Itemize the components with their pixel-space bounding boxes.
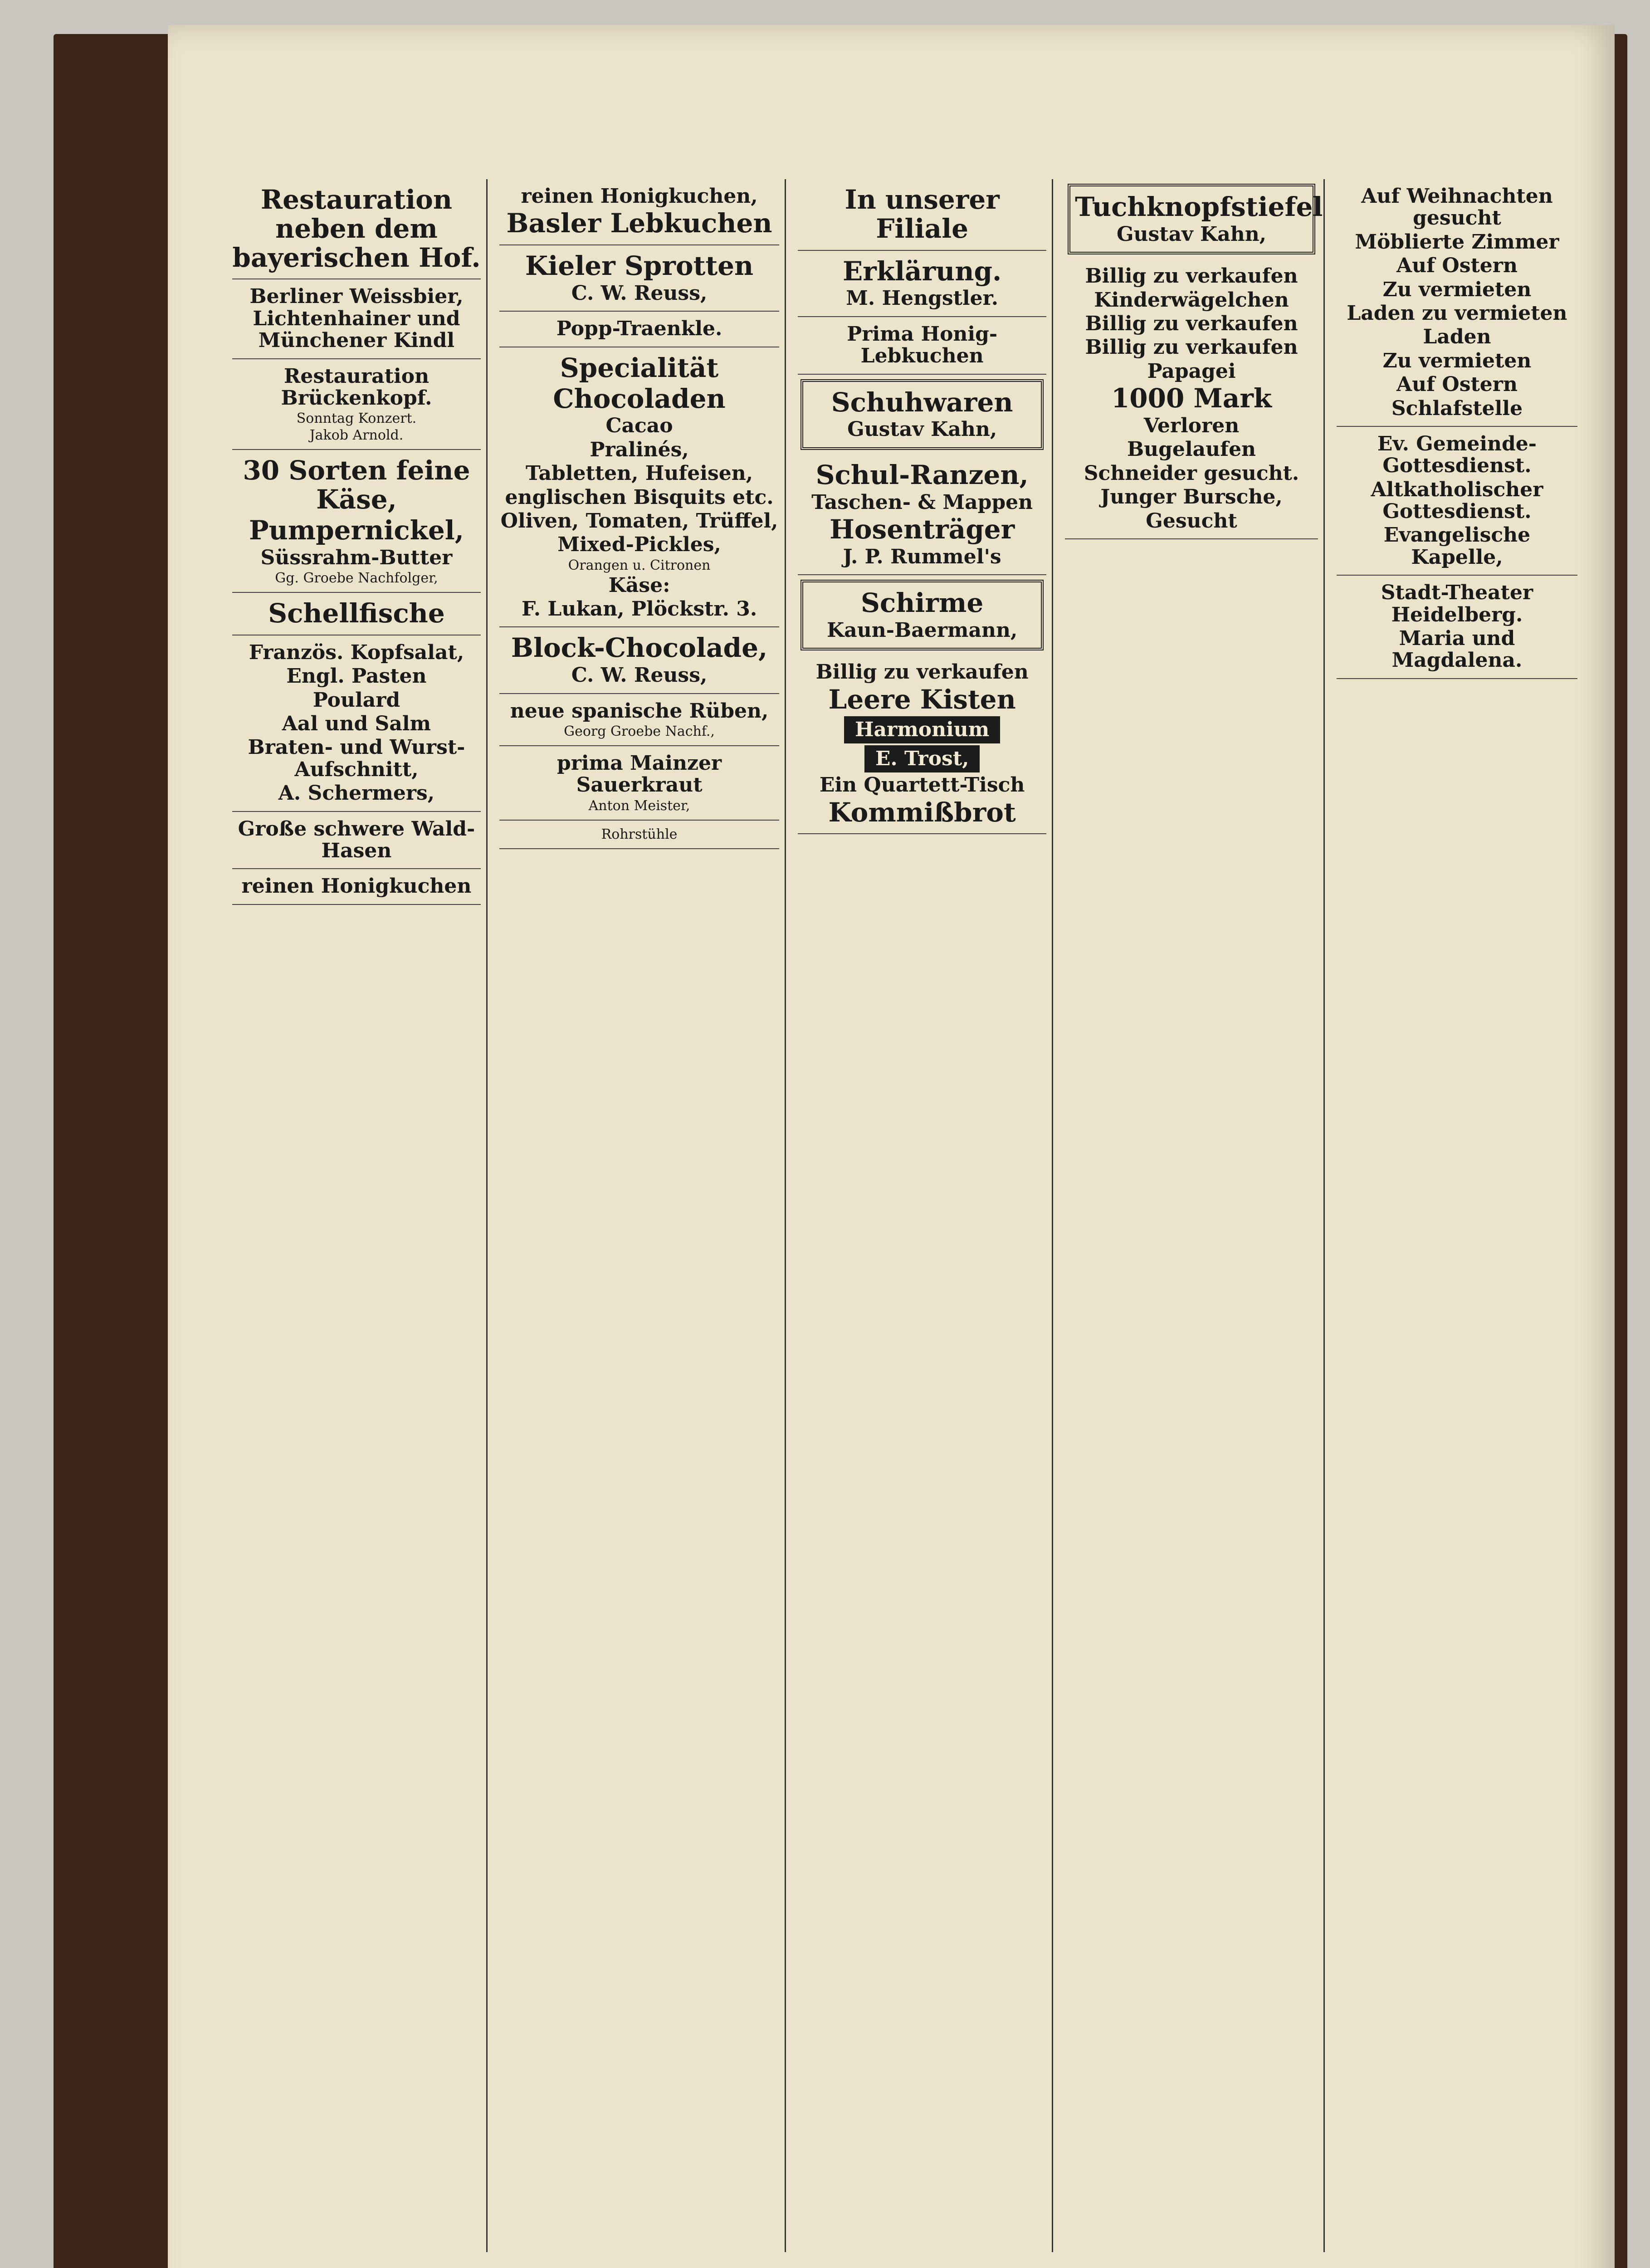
ad-weihnachten: Auf Weihnachten gesucht: [1361, 185, 1553, 230]
ad-ostern-2: Auf Ostern: [1396, 373, 1518, 396]
column-3: [792, 179, 1053, 2252]
ad-reuss-1: C. W. Reuss,: [571, 281, 708, 305]
ad-pickles: Mixed-Pickles,: [557, 533, 721, 557]
ad-theater: Stadt-Theater Heidelberg.: [1381, 581, 1533, 626]
ad-kinderwaegelchen: Kinderwägelchen: [1094, 288, 1289, 312]
ad-poulard: Poulard: [312, 688, 400, 712]
ad-filiale: In unserer Filiale: [845, 184, 1000, 244]
ad-aal-salm: Aal und Salm: [282, 712, 431, 736]
ad-weissbier: Berliner Weissbier, Lichtenhainer und Münchener Kindl: [249, 285, 464, 352]
ad-popp-traenkle: Popp-Traenkle.: [556, 317, 722, 341]
ad-schellfische: Schellfische: [268, 598, 445, 629]
ad-laden-vermieten: Laden zu vermieten: [1347, 301, 1567, 325]
ad-groebe: Gg. Groebe Nachfolger,: [275, 570, 438, 587]
ad-zugelaufen: Bugelaufen: [1127, 438, 1256, 461]
ad-tabletten: Tabletten, Hufeisen,: [526, 462, 753, 485]
ad-sprotten: Kieler Sprotten: [525, 250, 754, 282]
ad-schneider: Schneider gesucht.: [1084, 461, 1299, 485]
ad-cacao: Cacao: [605, 414, 673, 438]
ad-brueckenkopf: Restauration Brückenkopf.: [281, 364, 432, 410]
ad-lukan: F. Lukan, Plöckstr. 3.: [521, 597, 757, 621]
ad-groebe-2: Georg Groebe Nachf.,: [564, 723, 715, 740]
ad-kahn-1: Gustav Kahn,: [847, 418, 997, 441]
ad-kopfsalat: Französ. Kopfsalat,: [249, 640, 464, 664]
ad-tuchknopfstiefel: Tuchknopfstiefel: [1075, 191, 1323, 222]
ad-billig-1: Billig zu verkaufen: [815, 660, 1029, 684]
ad-hengstler: M. Hengstler.: [846, 287, 999, 310]
column-1: [227, 179, 488, 2252]
ad-laden: Laden: [1423, 325, 1491, 349]
ad-butter: Süssrahm-Butter: [260, 546, 453, 569]
ad-harmonium: Harmonium: [844, 716, 1000, 743]
column-4: [1059, 179, 1325, 2252]
ad-kaun-baermann: Kaun-Baermann,: [827, 618, 1018, 642]
ad-gottesdienst-altkath: Altkatholischer Gottesdienst.: [1371, 478, 1543, 523]
ad-rohrstuehle: Rohrstühle: [601, 826, 678, 842]
ad-pasten: Engl. Pasten: [286, 665, 427, 688]
ad-hosentraeger: Hosenträger: [830, 513, 1015, 545]
ad-pralines: Pralinés,: [590, 438, 689, 461]
ad-reuss-2: C. W. Reuss,: [571, 664, 708, 687]
ad-block-chocolade: Block-Chocolade,: [511, 632, 768, 664]
ad-schirme: Schirme: [861, 587, 984, 619]
ad-trost: E. Trost,: [864, 745, 980, 772]
ad-rummel: J. P. Rummel's: [843, 545, 1001, 568]
ad-bisquits: englischen Bisquits etc.: [505, 485, 774, 509]
ad-papagei: Papagei: [1147, 359, 1236, 383]
ad-gesucht: Gesucht: [1146, 509, 1237, 533]
ad-gottesdienst-ev: Ev. Gemeinde-Gottesdienst.: [1377, 432, 1537, 478]
ad-mappen: Taschen- & Mappen: [811, 490, 1033, 514]
ad-verloren: Verloren: [1143, 414, 1240, 437]
ad-restauration-bayerischer-hof: Restauration neben dem bayerischen Hof.: [232, 184, 481, 273]
ad-kahn-2: Gustav Kahn,: [1116, 222, 1267, 246]
column-2: [494, 179, 786, 2252]
ad-specialitaet: Specialität: [560, 352, 719, 383]
ad-ranzen: Schul-Ranzen,: [815, 459, 1029, 490]
ad-kommissbrot: Kommißbrot: [828, 797, 1016, 828]
ad-aufschnitt: Braten- und Wurst-Aufschnitt,: [248, 736, 465, 781]
ad-chocoladen: Chocoladen: [553, 383, 726, 414]
ad-ostern-1: Auf Ostern: [1396, 254, 1518, 278]
ad-maria-magdalena: Maria und Magdalena.: [1391, 627, 1523, 672]
newspaper-columns: [227, 179, 1583, 2252]
ad-erklaerung: Erklärung.: [843, 255, 1002, 287]
ad-zu-vermieten-1: Zu vermieten: [1382, 278, 1532, 301]
ad-schlafstelle: Schlafstelle: [1391, 396, 1523, 420]
ad-kapelle: Evangelische Kapelle,: [1383, 523, 1531, 569]
ad-honig-lebkuchen: Prima Honig-Lebkuchen: [847, 322, 998, 368]
column-5: [1331, 179, 1583, 2252]
ad-meister: Anton Meister,: [588, 797, 690, 814]
ad-oliven: Oliven, Tomaten, Trüffel,: [500, 509, 778, 533]
ad-billig-3: Billig zu verkaufen: [1085, 312, 1298, 335]
ad-konzert: Sonntag Konzert.: [296, 411, 417, 427]
ad-lebkuchen: Basler Lebkuchen: [506, 208, 772, 239]
ad-orangen: Orangen u. Citronen: [568, 557, 711, 573]
ad-sauerkraut: prima Mainzer Sauerkraut: [557, 752, 722, 797]
ad-schuhwaren: Schuhwaren: [831, 386, 1013, 418]
ad-1000-mark: 1000 Mark: [1111, 383, 1272, 414]
ad-bursche: Junger Bursche,: [1100, 485, 1283, 509]
ad-pumpernickel: Pumpernickel,: [249, 514, 464, 546]
ad-kisten: Leere Kisten: [828, 684, 1016, 715]
ad-arnold: Jakob Arnold.: [309, 427, 404, 444]
ad-honigkuchen: reinen Honigkuchen,: [521, 185, 758, 208]
ad-billig-2: Billig zu verkaufen: [1085, 264, 1298, 288]
ad-honigkuchen-stadler: reinen Honigkuchen: [241, 875, 472, 898]
ad-quartett-tisch: Ein Quartett-Tisch: [819, 773, 1025, 797]
ad-rueben: neue spanische Rüben,: [510, 699, 769, 723]
ad-schermers: A. Schermers,: [278, 782, 435, 805]
ad-kaese: 30 Sorten feine Käse,: [243, 455, 470, 515]
ad-wald-hasen: Große schwere Wald-Hasen: [238, 817, 475, 863]
ad-moeblierte-zimmer: Möblierte Zimmer: [1355, 230, 1559, 254]
ad-zu-vermieten-2: Zu vermieten: [1382, 349, 1532, 372]
ad-billig-4: Billig zu verkaufen: [1085, 336, 1298, 359]
ad-kaese-2: Käse:: [608, 573, 670, 597]
